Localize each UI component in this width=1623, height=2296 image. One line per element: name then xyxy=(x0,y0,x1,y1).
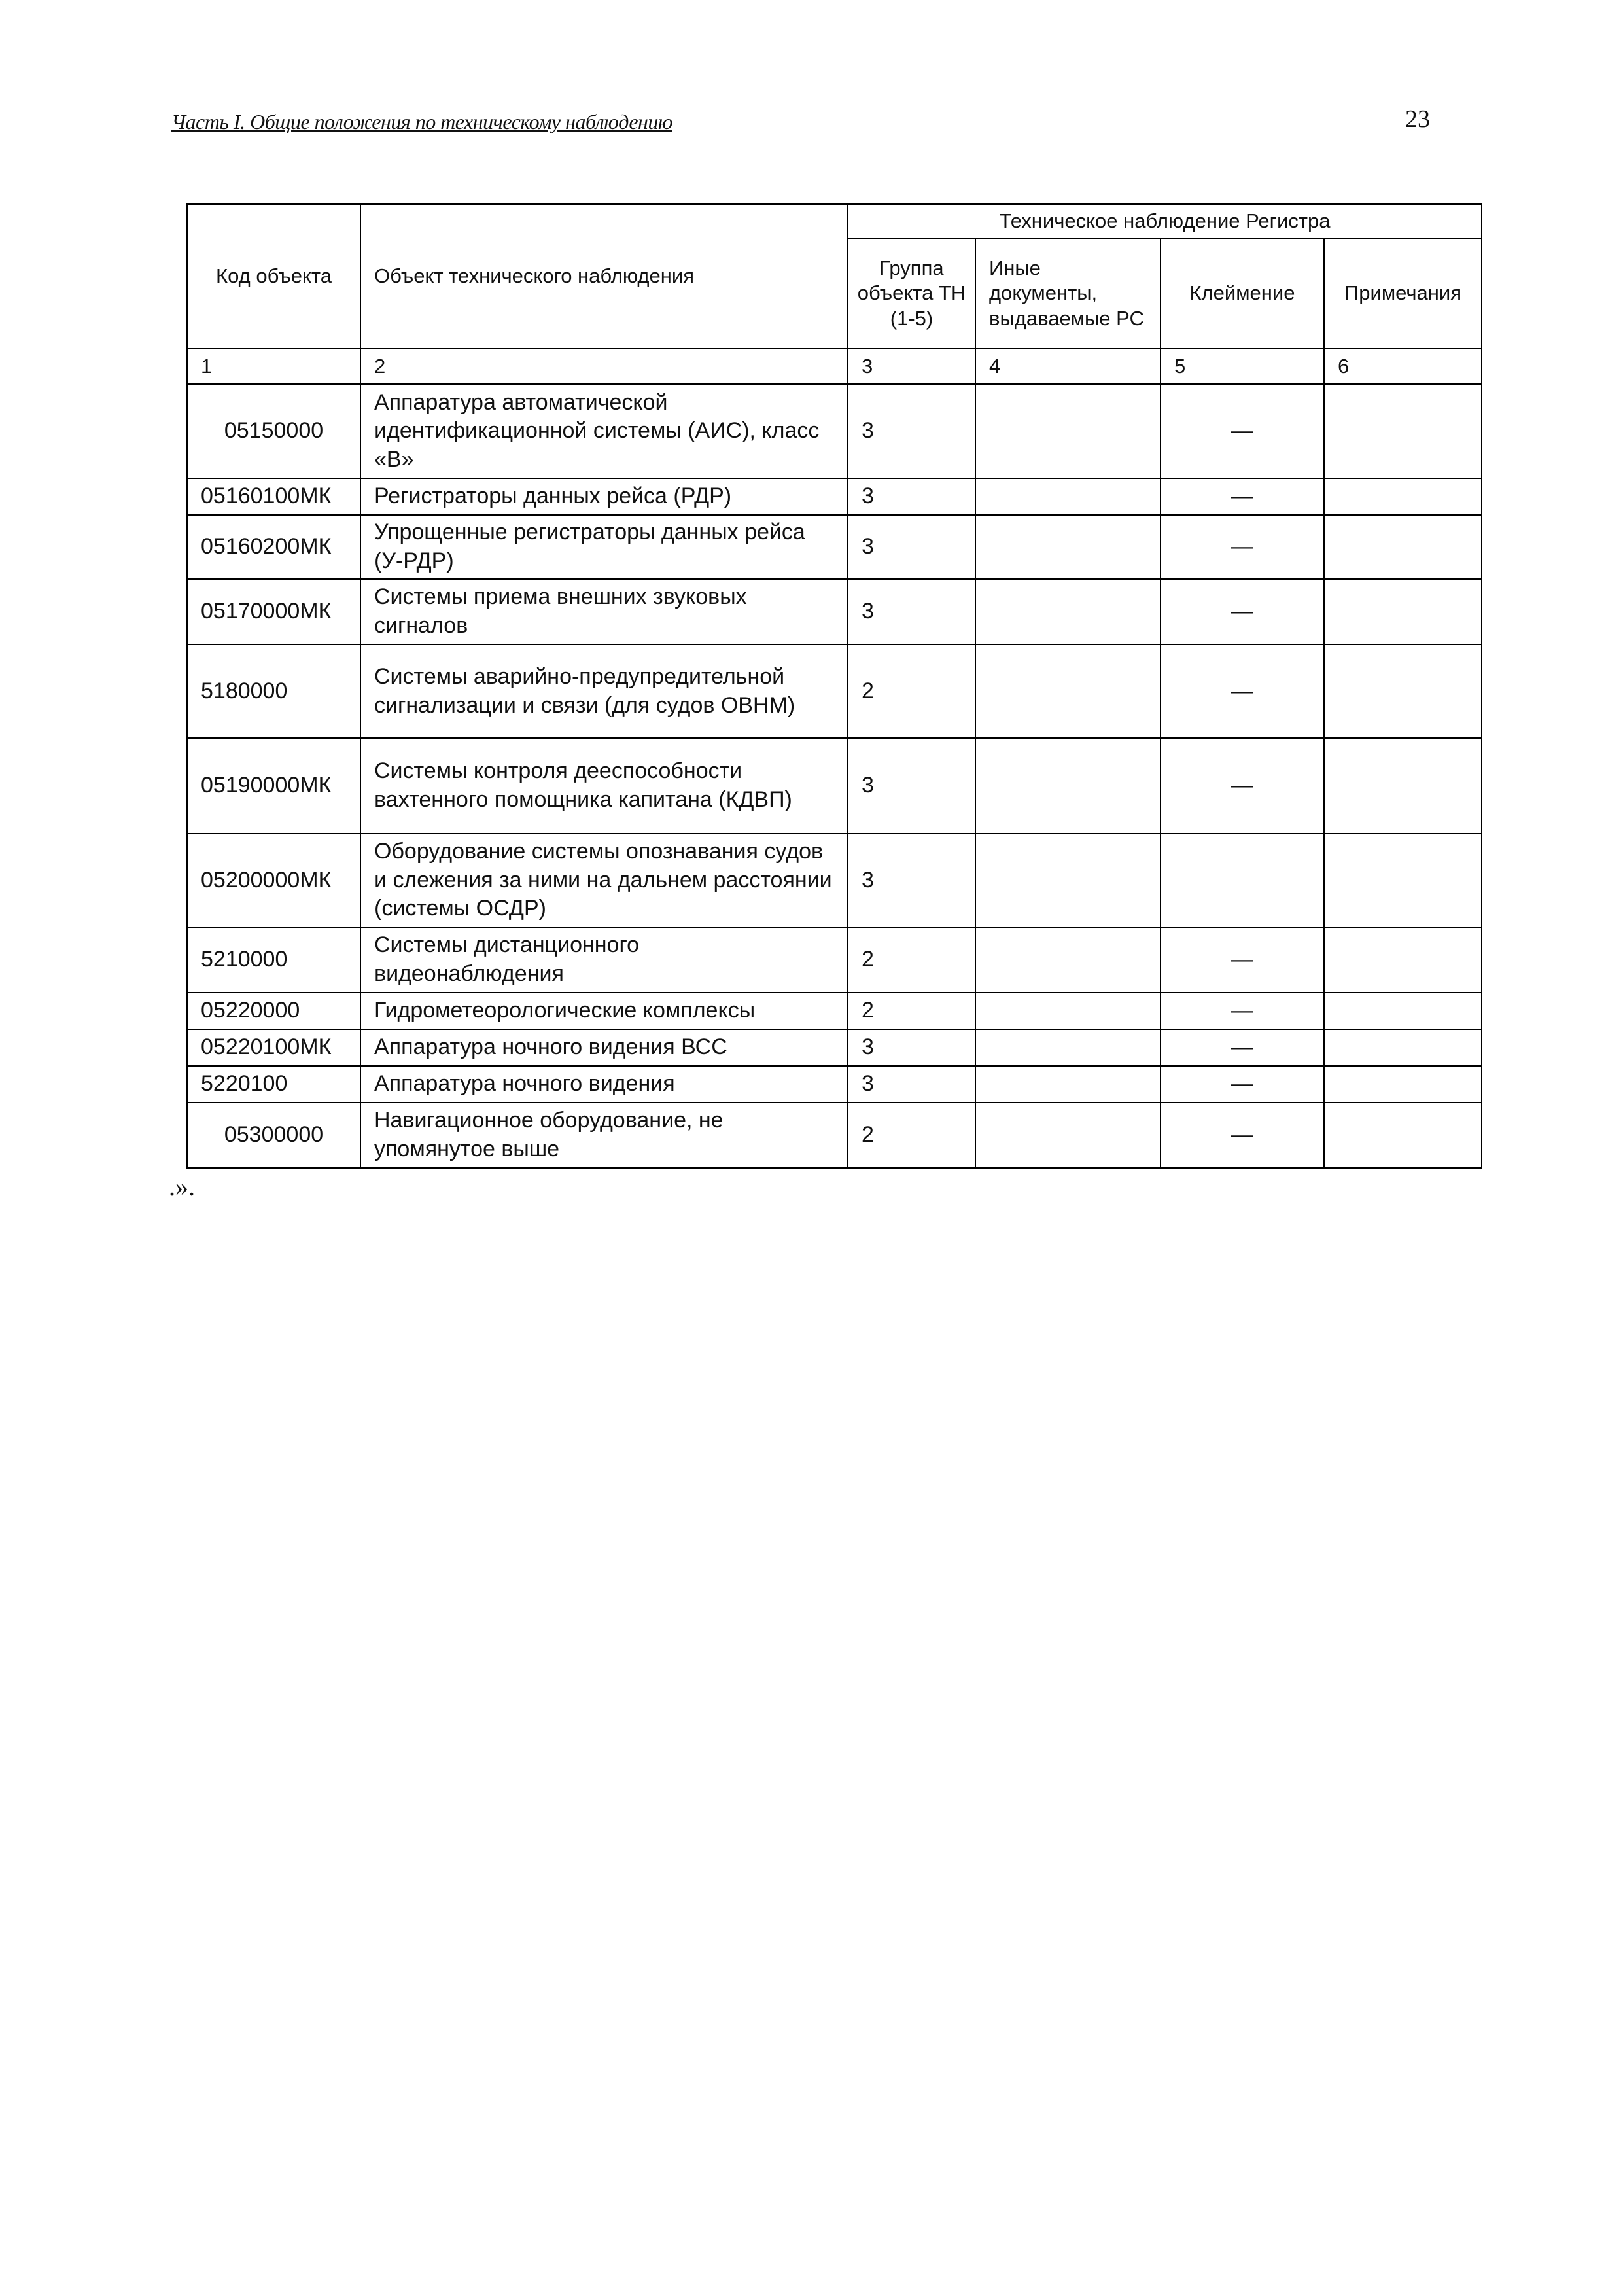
object-code: 5180000 xyxy=(187,645,360,738)
object-notes xyxy=(1324,515,1482,579)
column-header-stamping: Клеймение xyxy=(1161,238,1324,349)
object-stamping: — xyxy=(1161,1066,1324,1103)
object-notes xyxy=(1324,1066,1482,1103)
object-documents xyxy=(975,478,1161,515)
running-title: Часть I. Общие положения по техническому наблюдению xyxy=(171,110,672,133)
object-stamping: — xyxy=(1161,579,1324,645)
column-number: 2 xyxy=(360,349,848,384)
object-documents xyxy=(975,579,1161,645)
column-number: 4 xyxy=(975,349,1161,384)
object-stamping: — xyxy=(1161,1029,1324,1066)
object-documents xyxy=(975,384,1161,478)
object-stamping: — xyxy=(1161,645,1324,738)
object-documents xyxy=(975,1029,1161,1066)
page-number: 23 xyxy=(1405,105,1430,133)
object-stamping: — xyxy=(1161,1103,1324,1168)
column-header-object: Объект технического наблюдения xyxy=(360,204,848,349)
object-name: Аппаратура ночного видения ВСС xyxy=(360,1029,848,1066)
object-stamping: — xyxy=(1161,993,1324,1029)
object-notes xyxy=(1324,927,1482,993)
column-number: 6 xyxy=(1324,349,1482,384)
object-name: Гидрометеорологические комплексы xyxy=(360,993,848,1029)
object-group: 2 xyxy=(848,993,975,1029)
object-group: 2 xyxy=(848,927,975,993)
table-row xyxy=(187,1103,1482,1168)
column-header-group: Группа объекта ТН (1-5) xyxy=(848,238,975,349)
object-code: 05160100МК xyxy=(187,478,360,515)
object-code: 05200000МК xyxy=(187,834,360,927)
object-notes xyxy=(1324,645,1482,738)
column-number: 1 xyxy=(187,349,360,384)
object-stamping: — xyxy=(1161,738,1324,834)
column-header-notes: Примечания xyxy=(1324,238,1482,349)
column-number: 5 xyxy=(1161,349,1324,384)
table-row xyxy=(187,478,1482,515)
object-notes xyxy=(1324,993,1482,1029)
table-row xyxy=(187,834,1482,927)
object-code: 5220100 xyxy=(187,1066,360,1103)
object-name: Навигационное оборудование, не упомянутое выше xyxy=(360,1103,848,1168)
object-documents xyxy=(975,993,1161,1029)
object-group: 3 xyxy=(848,478,975,515)
object-documents xyxy=(975,738,1161,834)
column-header-supervision: Техническое наблюдение Регистра xyxy=(848,204,1482,238)
object-documents xyxy=(975,927,1161,993)
object-documents xyxy=(975,515,1161,579)
object-code: 5210000 xyxy=(187,927,360,993)
object-documents xyxy=(975,645,1161,738)
object-group: 2 xyxy=(848,645,975,738)
table-row xyxy=(187,993,1482,1029)
table-row xyxy=(187,1029,1482,1066)
object-notes xyxy=(1324,1103,1482,1168)
supervision-table xyxy=(186,203,1482,1169)
object-stamping: — xyxy=(1161,927,1324,993)
object-stamping: — xyxy=(1161,515,1324,579)
object-group: 3 xyxy=(848,1066,975,1103)
column-number-row xyxy=(187,349,1482,384)
object-stamping: — xyxy=(1161,384,1324,478)
table-row xyxy=(187,927,1482,993)
object-notes xyxy=(1324,738,1482,834)
object-code: 05170000МК xyxy=(187,579,360,645)
object-name: Аппаратура ночного видения xyxy=(360,1066,848,1103)
column-header-code: Код объекта xyxy=(187,204,360,349)
object-code: 05160200МК xyxy=(187,515,360,579)
object-stamping: — xyxy=(1161,478,1324,515)
closing-quote-mark: .». xyxy=(169,1172,195,1201)
object-documents xyxy=(975,1066,1161,1103)
object-group: 3 xyxy=(848,579,975,645)
object-name: Системы контроля дееспособности вахтенного помощника капитана (КДВП) xyxy=(360,738,848,834)
table-row xyxy=(187,645,1482,738)
object-group: 3 xyxy=(848,834,975,927)
table-row xyxy=(187,515,1482,579)
object-group: 2 xyxy=(848,1103,975,1168)
header-row xyxy=(187,204,1482,238)
object-name: Системы аварийно-предупредительной сигнализации и связи (для судов ОВНМ) xyxy=(360,645,848,738)
table-row xyxy=(187,1066,1482,1103)
object-group: 3 xyxy=(848,515,975,579)
object-notes xyxy=(1324,478,1482,515)
column-number: 3 xyxy=(848,349,975,384)
object-name: Оборудование системы опознавания судов и слежения за ними на дальнем расстоянии (системы ОСДР) xyxy=(360,834,848,927)
object-code: 05220000 xyxy=(187,993,360,1029)
object-name: Упрощенные регистраторы данных рейса (У-РДР) xyxy=(360,515,848,579)
table-row xyxy=(187,579,1482,645)
table-row xyxy=(187,384,1482,478)
object-documents xyxy=(975,1103,1161,1168)
object-name: Регистраторы данных рейса (РДР) xyxy=(360,478,848,515)
object-group: 3 xyxy=(848,738,975,834)
object-group: 3 xyxy=(848,1029,975,1066)
object-documents xyxy=(975,834,1161,927)
object-group: 3 xyxy=(848,384,975,478)
object-name: Аппаратура автоматической идентификационной системы (АИС), класс «В» xyxy=(360,384,848,478)
object-notes xyxy=(1324,579,1482,645)
object-code: 05220100МК xyxy=(187,1029,360,1066)
object-notes xyxy=(1324,1029,1482,1066)
object-notes xyxy=(1324,834,1482,927)
object-stamping xyxy=(1161,834,1324,927)
object-name: Системы приема внешних звуковых сигналов xyxy=(360,579,848,645)
object-code: 05300000 xyxy=(187,1103,360,1168)
column-header-documents: Иные документы, выдаваемые РС xyxy=(975,238,1161,349)
object-code: 05190000МК xyxy=(187,738,360,834)
object-notes xyxy=(1324,384,1482,478)
table-row xyxy=(187,738,1482,834)
object-name: Системы дистанционного видеонаблюдения xyxy=(360,927,848,993)
object-code: 05150000 xyxy=(187,384,360,478)
